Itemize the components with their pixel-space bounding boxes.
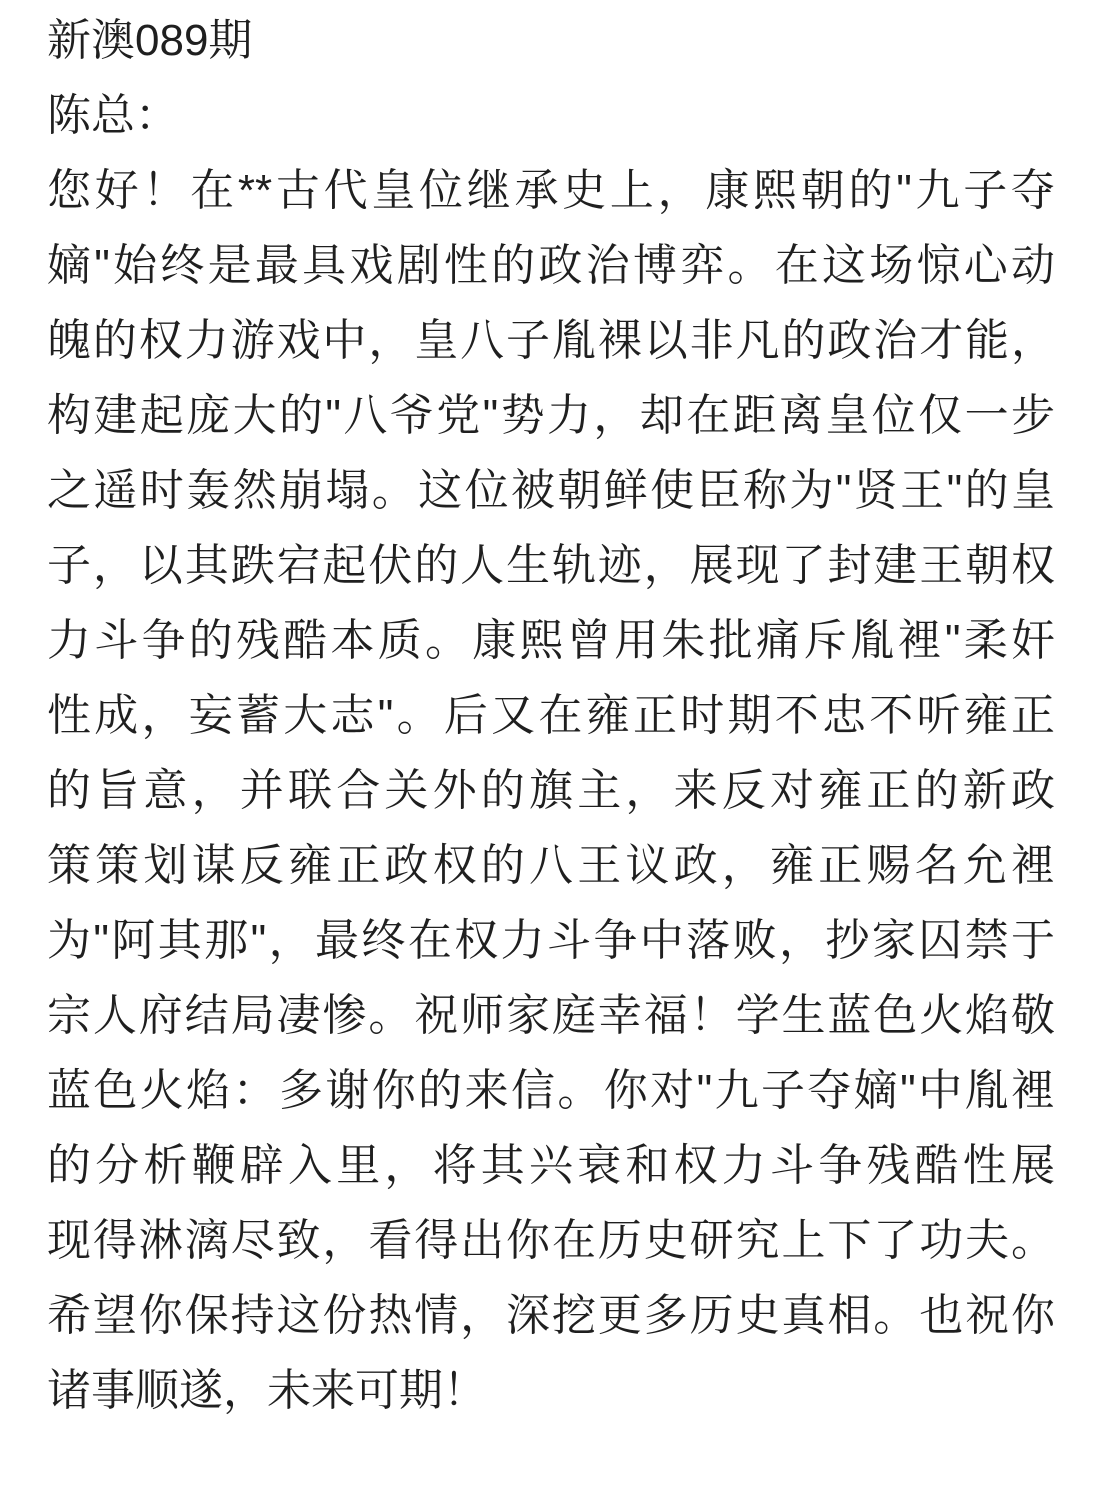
body-line-15: 现得淋漓尽致，看得出你在历史研究上下了功夫。 (47, 1216, 1055, 1265)
body-line-3: 魄的权力游戏中，皇八子胤裸以非凡的政治才能， (47, 316, 1055, 365)
body-line-6: 子，以其跌宕起伏的人生轨迹，展现了封建王朝权 (47, 541, 1055, 590)
body-line-17: 诸事顺遂，未来可期！ (47, 1366, 487, 1415)
body-line-14: 的分析鞭辟入里，将其兴衰和权力斗争残酷性展 (47, 1141, 1055, 1190)
body-line-9: 的旨意，并联合关外的旗主，来反对雍正的新政 (47, 766, 1055, 815)
body-line-11: 为"阿其那"，最终在权力斗争中落败，抄家囚禁于 (47, 916, 1055, 965)
body-line-13: 蓝色火焰：多谢你的来信。你对"九子夺嫡"中胤裡 (47, 1066, 1055, 1115)
body-line-10: 策策划谋反雍正政权的八王议政，雍正赐名允裡 (47, 841, 1055, 890)
body-line-5: 之遥时轰然崩塌。这位被朝鲜使臣称为"贤王"的皇 (47, 466, 1055, 515)
body-line-4: 构建起庞大的"八爷党"势力，却在距离皇位仅一步 (47, 391, 1055, 440)
body-line-8: 性成，妄蓄大志"。后又在雍正时期不忠不听雍正 (47, 691, 1055, 740)
body-line-2: 嫡"始终是最具戏剧性的政治博弈。在这场惊心动 (47, 241, 1055, 290)
body-line-16: 希望你保持这份热情，深挖更多历史真相。也祝你 (47, 1291, 1055, 1340)
body-line-7: 力斗争的残酷本质。康熙曾用朱批痛斥胤裡"柔奸 (47, 616, 1055, 665)
body-line-1: 您好！在**古代皇位继承史上，康熙朝的"九子夺 (47, 166, 1055, 215)
body-line-12: 宗人府结局凄惨。祝师家庭幸福！学生蓝色火焰敬 (47, 991, 1055, 1040)
issue-title: 新澳089期 (47, 16, 253, 65)
salutation: 陈总： (47, 91, 179, 140)
